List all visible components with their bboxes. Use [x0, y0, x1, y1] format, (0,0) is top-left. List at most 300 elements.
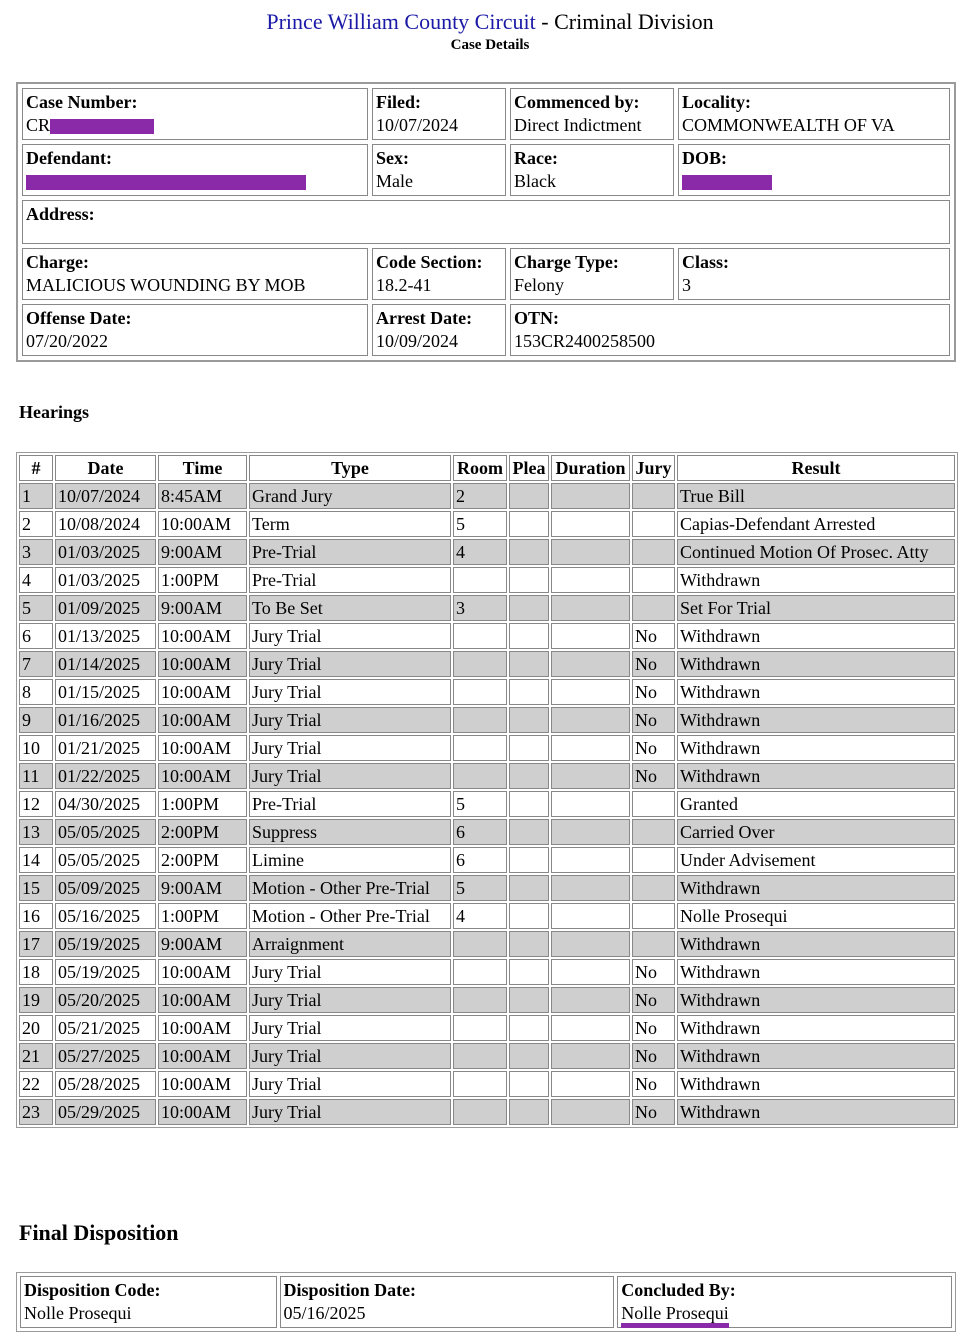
- column-header-room: Room: [453, 455, 507, 481]
- cell-room: [453, 959, 507, 985]
- cell-duration: [551, 763, 630, 789]
- cell-time: 1:00PM: [158, 567, 247, 593]
- sex-cell: [372, 144, 506, 196]
- cell-room: 5: [453, 875, 507, 901]
- code-section-value: 18.2-41: [376, 275, 432, 295]
- cell-date: 05/28/2025: [55, 1071, 156, 1097]
- cell-date: 01/14/2025: [55, 651, 156, 677]
- cell-jury: [632, 567, 675, 593]
- cell-result: Withdrawn: [677, 1099, 955, 1125]
- cell-duration: [551, 1043, 630, 1069]
- table-row: [19, 1043, 955, 1069]
- cell-duration: [551, 791, 630, 817]
- table-row: [19, 875, 955, 901]
- arrest-date-cell: [372, 304, 506, 356]
- table-row: [19, 1071, 955, 1097]
- cell-date: 05/05/2025: [55, 847, 156, 873]
- cell-plea: [509, 959, 549, 985]
- cell-time: 9:00AM: [158, 539, 247, 565]
- cell-type: Motion - Other Pre-Trial: [249, 875, 451, 901]
- table-row: [19, 567, 955, 593]
- cell-jury: [632, 847, 675, 873]
- cell-result: Withdrawn: [677, 763, 955, 789]
- cell-result: Capias-Defendant Arrested: [677, 511, 955, 537]
- cell-plea: [509, 735, 549, 761]
- code-section-cell: [372, 248, 506, 300]
- cell-num: 15: [19, 875, 53, 901]
- cell-time: 10:00AM: [158, 679, 247, 705]
- cell-duration: [551, 931, 630, 957]
- cell-date: 10/08/2024: [55, 511, 156, 537]
- cell-duration: [551, 595, 630, 621]
- table-row: [19, 1099, 955, 1125]
- cell-jury: [632, 903, 675, 929]
- cell-num: 16: [19, 903, 53, 929]
- table-row: [19, 623, 955, 649]
- cell-plea: [509, 511, 549, 537]
- race-label: Race:: [514, 148, 558, 168]
- cell-num: 20: [19, 1015, 53, 1041]
- cell-type: Suppress: [249, 819, 451, 845]
- cell-plea: [509, 791, 549, 817]
- cell-room: [453, 707, 507, 733]
- otn-label: OTN:: [514, 308, 559, 328]
- table-row: [19, 931, 955, 957]
- table-row: [19, 651, 955, 677]
- case-number-prefix: CR: [26, 115, 51, 135]
- cell-result: Withdrawn: [677, 875, 955, 901]
- cell-plea: [509, 847, 549, 873]
- cell-plea: [509, 651, 549, 677]
- case-number-cell: [22, 88, 368, 140]
- disposition-code-value: Nolle Prosequi: [24, 1303, 132, 1323]
- hearings-body: [19, 483, 955, 1125]
- offense-date-label: Offense Date:: [26, 308, 132, 328]
- cell-plea: [509, 1043, 549, 1069]
- cell-num: 23: [19, 1099, 53, 1125]
- cell-num: 6: [19, 623, 53, 649]
- cell-num: 11: [19, 763, 53, 789]
- cell-time: 9:00AM: [158, 931, 247, 957]
- cell-type: Jury Trial: [249, 959, 451, 985]
- cell-type: Jury Trial: [249, 651, 451, 677]
- cell-num: 12: [19, 791, 53, 817]
- cell-time: 10:00AM: [158, 1043, 247, 1069]
- table-row: [19, 959, 955, 985]
- cell-duration: [551, 651, 630, 677]
- cell-date: 01/22/2025: [55, 763, 156, 789]
- dob-cell: [678, 144, 950, 196]
- cell-type: Jury Trial: [249, 1099, 451, 1125]
- cell-result: Withdrawn: [677, 987, 955, 1013]
- hearings-header-row: [19, 455, 955, 481]
- cell-time: 9:00AM: [158, 595, 247, 621]
- cell-num: 14: [19, 847, 53, 873]
- court-link[interactable]: Prince William County Circuit: [266, 9, 536, 34]
- cell-plea: [509, 763, 549, 789]
- cell-time: 10:00AM: [158, 651, 247, 677]
- column-header-time: Time: [158, 455, 247, 481]
- cell-duration: [551, 959, 630, 985]
- sex-value: Male: [376, 171, 413, 191]
- cell-plea: [509, 567, 549, 593]
- cell-result: True Bill: [677, 483, 955, 509]
- cell-num: 7: [19, 651, 53, 677]
- cell-duration: [551, 1099, 630, 1125]
- cell-room: [453, 1015, 507, 1041]
- cell-jury: No: [632, 623, 675, 649]
- cell-date: 05/27/2025: [55, 1043, 156, 1069]
- cell-result: Withdrawn: [677, 707, 955, 733]
- column-header-date: Date: [55, 455, 156, 481]
- case-number-label: Case Number:: [26, 92, 138, 112]
- cell-time: 10:00AM: [158, 707, 247, 733]
- column-header-type: Type: [249, 455, 451, 481]
- cell-result: Withdrawn: [677, 651, 955, 677]
- cell-date: 05/16/2025: [55, 903, 156, 929]
- cell-jury: No: [632, 1015, 675, 1041]
- cell-result: Withdrawn: [677, 1071, 955, 1097]
- cell-time: 10:00AM: [158, 959, 247, 985]
- column-header-jury: Jury: [632, 455, 675, 481]
- cell-plea: [509, 679, 549, 705]
- cell-time: 10:00AM: [158, 987, 247, 1013]
- filed-cell: [372, 88, 506, 140]
- cell-result: Withdrawn: [677, 735, 955, 761]
- cell-plea: [509, 623, 549, 649]
- cell-time: 10:00AM: [158, 511, 247, 537]
- cell-result: Continued Motion Of Prosec. Atty: [677, 539, 955, 565]
- cell-result: Withdrawn: [677, 679, 955, 705]
- cell-date: 05/29/2025: [55, 1099, 156, 1125]
- defendant-label: Defendant:: [26, 148, 112, 168]
- disposition-date-label: Disposition Date:: [283, 1280, 417, 1300]
- cell-time: 1:00PM: [158, 903, 247, 929]
- table-row: [19, 763, 955, 789]
- cell-type: Limine: [249, 847, 451, 873]
- cell-num: 22: [19, 1071, 53, 1097]
- cell-jury: [632, 791, 675, 817]
- cell-room: [453, 931, 507, 957]
- cell-date: 01/03/2025: [55, 567, 156, 593]
- cell-type: Pre-Trial: [249, 539, 451, 565]
- cell-plea: [509, 987, 549, 1013]
- cell-jury: No: [632, 987, 675, 1013]
- cell-result: Set For Trial: [677, 595, 955, 621]
- cell-type: Arraignment: [249, 931, 451, 957]
- cell-room: [453, 651, 507, 677]
- cell-jury: No: [632, 707, 675, 733]
- cell-jury: [632, 931, 675, 957]
- cell-type: Term: [249, 511, 451, 537]
- dob-label: DOB:: [682, 148, 727, 168]
- cell-date: 01/13/2025: [55, 623, 156, 649]
- cell-room: [453, 1071, 507, 1097]
- cell-date: 01/09/2025: [55, 595, 156, 621]
- cell-jury: No: [632, 959, 675, 985]
- cell-type: Jury Trial: [249, 623, 451, 649]
- cell-duration: [551, 903, 630, 929]
- cell-duration: [551, 1015, 630, 1041]
- race-cell: [510, 144, 674, 196]
- concluded-by-label: Concluded By:: [621, 1280, 736, 1300]
- cell-result: Withdrawn: [677, 1015, 955, 1041]
- commenced-by-label: Commenced by:: [514, 92, 640, 112]
- cell-type: Pre-Trial: [249, 567, 451, 593]
- cell-plea: [509, 903, 549, 929]
- cell-result: Withdrawn: [677, 931, 955, 957]
- disposition-code-cell: [20, 1276, 277, 1328]
- cell-date: 01/03/2025: [55, 539, 156, 565]
- cell-jury: No: [632, 679, 675, 705]
- cell-jury: [632, 875, 675, 901]
- code-section-label: Code Section:: [376, 252, 483, 272]
- cell-result: Under Advisement: [677, 847, 955, 873]
- cell-plea: [509, 1015, 549, 1041]
- final-disposition-table: [16, 1272, 956, 1332]
- disposition-code-label: Disposition Code:: [24, 1280, 161, 1300]
- locality-value: COMMONWEALTH OF VA: [682, 115, 895, 135]
- cell-time: 10:00AM: [158, 1015, 247, 1041]
- column-header-duration: Duration: [551, 455, 630, 481]
- cell-type: Jury Trial: [249, 1015, 451, 1041]
- cell-date: 05/09/2025: [55, 875, 156, 901]
- cell-num: 8: [19, 679, 53, 705]
- otn-value: 153CR2400258500: [514, 331, 656, 351]
- cell-date: 10/07/2024: [55, 483, 156, 509]
- cell-type: Jury Trial: [249, 763, 451, 789]
- cell-result: Withdrawn: [677, 1043, 955, 1069]
- commenced-by-cell: [510, 88, 674, 140]
- charge-value: MALICIOUS WOUNDING BY MOB: [26, 275, 306, 295]
- cell-jury: No: [632, 1099, 675, 1125]
- charge-cell: [22, 248, 368, 300]
- cell-type: Motion - Other Pre-Trial: [249, 903, 451, 929]
- column-header-plea: Plea: [509, 455, 549, 481]
- table-row: [19, 539, 955, 565]
- cell-type: Jury Trial: [249, 987, 451, 1013]
- cell-time: 10:00AM: [158, 763, 247, 789]
- hearings-title: Hearings: [19, 402, 89, 422]
- defendant-cell: [22, 144, 368, 196]
- cell-jury: No: [632, 1071, 675, 1097]
- cell-duration: [551, 735, 630, 761]
- offense-date-value: 07/20/2022: [26, 331, 109, 351]
- cell-plea: [509, 1071, 549, 1097]
- table-row: [19, 595, 955, 621]
- cell-duration: [551, 511, 630, 537]
- cell-type: Jury Trial: [249, 1071, 451, 1097]
- cell-type: Jury Trial: [249, 735, 451, 761]
- cell-room: [453, 567, 507, 593]
- arrest-date-value: 10/09/2024: [376, 331, 459, 351]
- table-row: [19, 707, 955, 733]
- otn-cell: [510, 304, 950, 356]
- cell-jury: No: [632, 735, 675, 761]
- cell-num: 5: [19, 595, 53, 621]
- address-cell: [22, 200, 950, 244]
- table-row: [19, 483, 955, 509]
- hearings-table: [16, 452, 958, 1128]
- cell-time: 10:00AM: [158, 623, 247, 649]
- cell-room: [453, 623, 507, 649]
- cell-jury: [632, 483, 675, 509]
- concluded-by-cell: [617, 1276, 952, 1328]
- cell-duration: [551, 567, 630, 593]
- cell-room: [453, 679, 507, 705]
- cell-date: 01/21/2025: [55, 735, 156, 761]
- cell-type: Jury Trial: [249, 1043, 451, 1069]
- division-label: - Criminal Division: [535, 9, 714, 34]
- cell-duration: [551, 819, 630, 845]
- cell-time: 2:00PM: [158, 847, 247, 873]
- cell-duration: [551, 847, 630, 873]
- table-row: [19, 847, 955, 873]
- page-header: [0, 0, 980, 54]
- charge-label: Charge:: [26, 252, 89, 272]
- cell-duration: [551, 679, 630, 705]
- table-row: [19, 1015, 955, 1041]
- cell-room: 5: [453, 511, 507, 537]
- cell-plea: [509, 931, 549, 957]
- cell-jury: [632, 595, 675, 621]
- cell-plea: [509, 1099, 549, 1125]
- cell-num: 19: [19, 987, 53, 1013]
- cell-jury: No: [632, 1043, 675, 1069]
- cell-jury: No: [632, 651, 675, 677]
- cell-result: Granted: [677, 791, 955, 817]
- cell-room: 5: [453, 791, 507, 817]
- concluded-by-value: Nolle Prosequi: [621, 1303, 729, 1328]
- filed-label: Filed:: [376, 92, 421, 112]
- address-label: Address:: [26, 204, 95, 224]
- disposition-date-cell: [280, 1276, 615, 1328]
- cell-time: 10:00AM: [158, 1071, 247, 1097]
- locality-cell: [678, 88, 950, 140]
- cell-num: 1: [19, 483, 53, 509]
- cell-date: 05/19/2025: [55, 931, 156, 957]
- arrest-date-label: Arrest Date:: [376, 308, 473, 328]
- case-details-table: [16, 82, 956, 362]
- cell-duration: [551, 539, 630, 565]
- cell-plea: [509, 819, 549, 845]
- cell-room: 4: [453, 539, 507, 565]
- charge-type-label: Charge Type:: [514, 252, 619, 272]
- cell-duration: [551, 483, 630, 509]
- cell-room: [453, 735, 507, 761]
- charge-type-value: Felony: [514, 275, 565, 295]
- locality-label: Locality:: [682, 92, 751, 112]
- cell-result: Carried Over: [677, 819, 955, 845]
- cell-jury: [632, 539, 675, 565]
- cell-num: 2: [19, 511, 53, 537]
- cell-duration: [551, 707, 630, 733]
- redaction-bar: [682, 175, 772, 190]
- cell-type: Pre-Trial: [249, 791, 451, 817]
- cell-time: 10:00AM: [158, 1099, 247, 1125]
- cell-duration: [551, 987, 630, 1013]
- cell-num: 9: [19, 707, 53, 733]
- charge-type-cell: [510, 248, 674, 300]
- table-row: [19, 791, 955, 817]
- redaction-bar: [50, 119, 154, 134]
- cell-type: Jury Trial: [249, 707, 451, 733]
- cell-date: 01/16/2025: [55, 707, 156, 733]
- cell-num: 21: [19, 1043, 53, 1069]
- cell-room: 3: [453, 595, 507, 621]
- cell-type: Jury Trial: [249, 679, 451, 705]
- cell-jury: [632, 819, 675, 845]
- cell-time: 2:00PM: [158, 819, 247, 845]
- disposition-date-value: 05/16/2025: [283, 1303, 366, 1323]
- cell-room: [453, 1043, 507, 1069]
- filed-value: 10/07/2024: [376, 115, 459, 135]
- cell-jury: [632, 511, 675, 537]
- offense-date-cell: [22, 304, 368, 356]
- cell-result: Withdrawn: [677, 959, 955, 985]
- redaction-bar: [26, 175, 306, 190]
- cell-num: 3: [19, 539, 53, 565]
- cell-duration: [551, 875, 630, 901]
- cell-num: 13: [19, 819, 53, 845]
- race-value: Black: [514, 171, 556, 191]
- cell-plea: [509, 483, 549, 509]
- cell-room: [453, 987, 507, 1013]
- sex-label: Sex:: [376, 148, 409, 168]
- column-header-num: #: [19, 455, 53, 481]
- cell-plea: [509, 875, 549, 901]
- cell-date: 05/21/2025: [55, 1015, 156, 1041]
- cell-plea: [509, 595, 549, 621]
- final-disposition-title: Final Disposition: [19, 1220, 179, 1245]
- column-header-result: Result: [677, 455, 955, 481]
- cell-date: 04/30/2025: [55, 791, 156, 817]
- table-row: [19, 903, 955, 929]
- cell-num: 18: [19, 959, 53, 985]
- cell-time: 1:00PM: [158, 791, 247, 817]
- commenced-by-value: Direct Indictment: [514, 115, 642, 135]
- cell-room: [453, 763, 507, 789]
- cell-date: 05/05/2025: [55, 819, 156, 845]
- cell-time: 10:00AM: [158, 735, 247, 761]
- class-value: 3: [682, 275, 691, 295]
- cell-result: Withdrawn: [677, 623, 955, 649]
- cell-num: 10: [19, 735, 53, 761]
- cell-result: Withdrawn: [677, 567, 955, 593]
- cell-room: [453, 1099, 507, 1125]
- cell-num: 4: [19, 567, 53, 593]
- cell-duration: [551, 1071, 630, 1097]
- cell-plea: [509, 539, 549, 565]
- table-row: [19, 987, 955, 1013]
- cell-num: 17: [19, 931, 53, 957]
- class-cell: [678, 248, 950, 300]
- cell-room: 4: [453, 903, 507, 929]
- cell-result: Nolle Prosequi: [677, 903, 955, 929]
- cell-date: 05/19/2025: [55, 959, 156, 985]
- table-row: [19, 819, 955, 845]
- cell-room: 6: [453, 819, 507, 845]
- cell-type: Grand Jury: [249, 483, 451, 509]
- table-row: [19, 679, 955, 705]
- class-label: Class:: [682, 252, 730, 272]
- cell-date: 01/15/2025: [55, 679, 156, 705]
- court-title: [0, 8, 980, 36]
- cell-time: 9:00AM: [158, 875, 247, 901]
- cell-date: 05/20/2025: [55, 987, 156, 1013]
- table-row: [19, 735, 955, 761]
- table-row: [19, 511, 955, 537]
